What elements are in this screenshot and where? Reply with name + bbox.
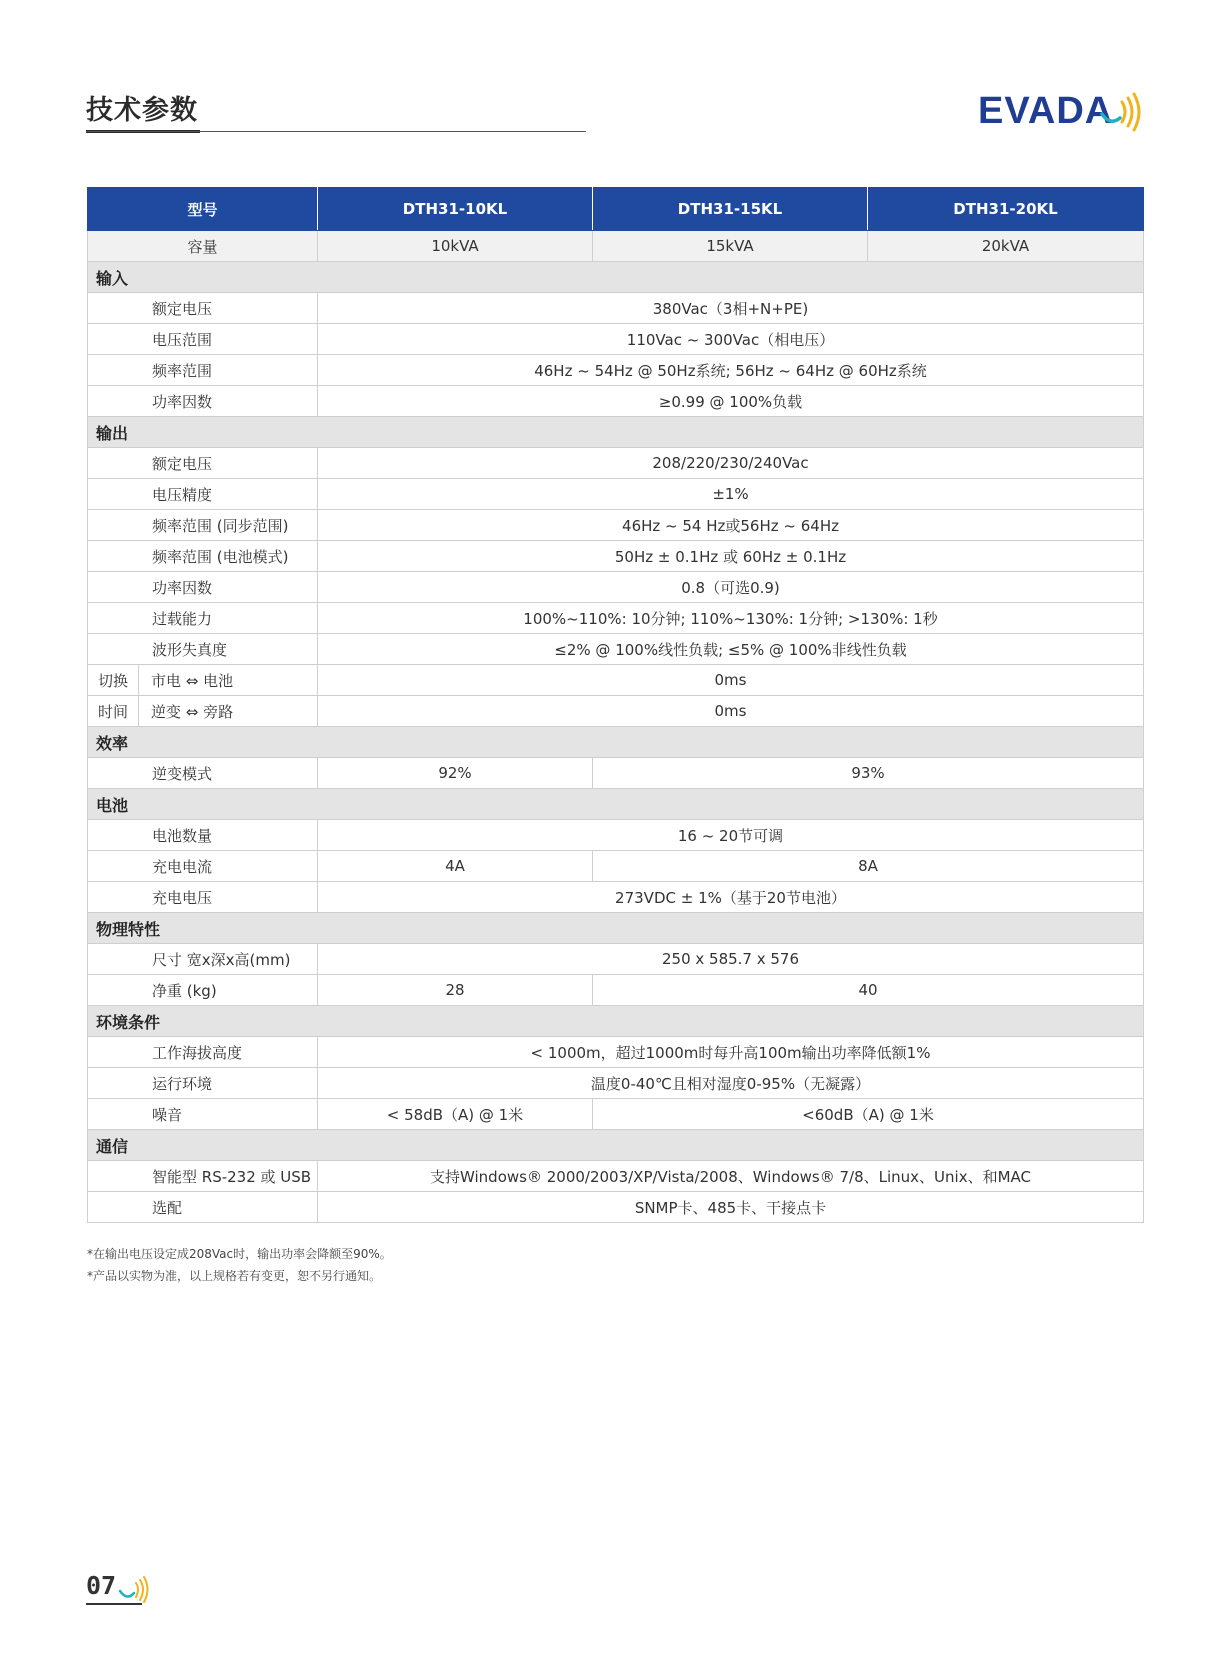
cell-value: <60dB（A) @ 1米 bbox=[593, 1099, 1144, 1130]
table-row bbox=[88, 851, 1144, 882]
table-row bbox=[88, 324, 1144, 355]
cell-value: 10kVA bbox=[318, 231, 593, 262]
section-header-row bbox=[88, 417, 1144, 448]
table-row bbox=[88, 665, 1144, 696]
header-model: DTH31-20KL bbox=[868, 188, 1144, 231]
page-number-text: 07 bbox=[86, 1571, 117, 1600]
row-label: 电压精度 bbox=[88, 479, 318, 510]
cell-value: 208/220/230/240Vac bbox=[318, 448, 1144, 479]
cell-value: 40 bbox=[593, 975, 1144, 1006]
row-label: 频率范围 (电池模式) bbox=[88, 541, 318, 572]
cell-value: < 1000m，超过1000m时每升高100m输出功率降低额1% bbox=[318, 1037, 1144, 1068]
section-title: 通信 bbox=[88, 1130, 1144, 1161]
row-label: 功率因数 bbox=[88, 572, 318, 603]
cell-value: 16 ~ 20节可调 bbox=[318, 820, 1144, 851]
transfer-group-label bbox=[88, 696, 139, 726]
cell-value: 20kVA bbox=[868, 231, 1144, 262]
row-label: 逆变 ⇔ 旁路 bbox=[151, 702, 234, 721]
brand-logo bbox=[978, 90, 1146, 134]
section-header-row bbox=[88, 1130, 1144, 1161]
cell-value: ≤2% @ 100%线性负载; ≤5% @ 100%非线性负载 bbox=[318, 634, 1144, 665]
section-title: 电池 bbox=[88, 789, 1144, 820]
row-label: 功率因数 bbox=[88, 386, 318, 417]
table-row bbox=[88, 448, 1144, 479]
section-header-row bbox=[88, 789, 1144, 820]
transfer-time-group bbox=[88, 665, 318, 696]
spec-table bbox=[87, 187, 1144, 1223]
transfer-time-group bbox=[88, 696, 318, 727]
header-model: DTH31-10KL bbox=[318, 188, 593, 231]
row-label: 频率范围 bbox=[88, 355, 318, 386]
section-header-row bbox=[88, 913, 1144, 944]
row-label: 选配 bbox=[88, 1192, 318, 1223]
header-model: DTH31-15KL bbox=[593, 188, 868, 231]
table-row bbox=[88, 696, 1144, 727]
table-row bbox=[88, 758, 1144, 789]
signal-waves-icon bbox=[1096, 90, 1146, 134]
cell-value: 0.8（可选0.9) bbox=[318, 572, 1144, 603]
section-title: 输入 bbox=[88, 262, 1144, 293]
row-label: 容量 bbox=[88, 231, 318, 262]
row-label: 市电 ⇔ 电池 bbox=[151, 671, 234, 690]
table-row bbox=[88, 1192, 1144, 1223]
table-row bbox=[88, 386, 1144, 417]
row-label: 频率范围 (同步范围) bbox=[88, 510, 318, 541]
signal-waves-icon bbox=[118, 1575, 152, 1603]
cell-value: 46Hz ~ 54 Hz或56Hz ~ 64Hz bbox=[318, 510, 1144, 541]
section-title: 输出 bbox=[88, 417, 1144, 448]
transfer-group-label bbox=[88, 665, 139, 695]
row-label: 噪音 bbox=[88, 1099, 318, 1130]
table-row bbox=[88, 479, 1144, 510]
cell-value: 50Hz ± 0.1Hz 或 60Hz ± 0.1Hz bbox=[318, 541, 1144, 572]
section-title: 效率 bbox=[88, 727, 1144, 758]
section-header-row bbox=[88, 727, 1144, 758]
page-number bbox=[86, 1571, 156, 1607]
cell-value: ≥0.99 @ 100%负载 bbox=[318, 386, 1144, 417]
table-header-row bbox=[88, 188, 1144, 231]
cell-value: 15kVA bbox=[593, 231, 868, 262]
page-title: 技术参数 bbox=[86, 95, 198, 126]
cell-value: 0ms bbox=[318, 696, 1144, 727]
table-row bbox=[88, 820, 1144, 851]
cell-value: 温度0-40℃且相对湿度0-95%（无凝露） bbox=[318, 1068, 1144, 1099]
row-label: 尺寸 宽x深x高(mm) bbox=[88, 944, 318, 975]
table-row bbox=[88, 1161, 1144, 1192]
cell-value: 0ms bbox=[318, 665, 1144, 696]
row-label: 智能型 RS-232 或 USB bbox=[88, 1161, 318, 1192]
row-label: 波形失真度 bbox=[88, 634, 318, 665]
table-row bbox=[88, 603, 1144, 634]
table-row bbox=[88, 1099, 1144, 1130]
cell-value: SNMP卡、485卡、干接点卡 bbox=[318, 1192, 1144, 1223]
cell-value: 100%~110%: 10分钟; 110%~130%: 1分钟; >130%: 1秒 bbox=[318, 603, 1144, 634]
row-label: 电池数量 bbox=[88, 820, 318, 851]
transfer-group-label-line: 切换 bbox=[97, 671, 128, 690]
cell-value: 28 bbox=[318, 975, 593, 1006]
cell-value: < 58dB（A) @ 1米 bbox=[318, 1099, 593, 1130]
header-model-label: 型号 bbox=[88, 188, 318, 231]
cell-value: 93% bbox=[593, 758, 1144, 789]
table-row bbox=[88, 541, 1144, 572]
table-row bbox=[88, 293, 1144, 324]
cell-value: 250 x 585.7 x 576 bbox=[318, 944, 1144, 975]
table-row bbox=[88, 572, 1144, 603]
table-row bbox=[88, 1037, 1144, 1068]
row-label: 额定电压 bbox=[88, 448, 318, 479]
cell-value: 8A bbox=[593, 851, 1144, 882]
table-row bbox=[88, 355, 1144, 386]
table-row bbox=[88, 975, 1144, 1006]
cell-value: 支持Windows® 2000/2003/XP/Vista/2008、Windows® 7/8、Linux、Unix、和MAC bbox=[318, 1161, 1144, 1192]
footnote: *在输出电压设定成208Vac时，输出功率会降额至90%。 bbox=[87, 1247, 392, 1261]
cell-value: ±1% bbox=[318, 479, 1144, 510]
table-row bbox=[88, 634, 1144, 665]
table-row bbox=[88, 944, 1144, 975]
cell-value: 110Vac ~ 300Vac（相电压） bbox=[318, 324, 1144, 355]
section-title: 环境条件 bbox=[88, 1006, 1144, 1037]
row-label: 充电电流 bbox=[88, 851, 318, 882]
section-title: 物理特性 bbox=[88, 913, 1144, 944]
table-row bbox=[88, 1068, 1144, 1099]
section-header-row bbox=[88, 262, 1144, 293]
row-label: 充电电压 bbox=[88, 882, 318, 913]
section-header-row bbox=[88, 1006, 1144, 1037]
footnotes bbox=[87, 1243, 392, 1287]
transfer-group-label-line: 时间 bbox=[97, 702, 128, 721]
table-row bbox=[88, 882, 1144, 913]
brand-logo-text: EVADA bbox=[978, 90, 1114, 132]
cell-value: 380Vac（3相+N+PE) bbox=[318, 293, 1144, 324]
row-label: 工作海拔高度 bbox=[88, 1037, 318, 1068]
cell-value: 273VDC ± 1%（基于20节电池） bbox=[318, 882, 1144, 913]
footnote: *产品以实物为准，以上规格若有变更，恕不另行通知。 bbox=[87, 1269, 382, 1283]
cell-value: 4A bbox=[318, 851, 593, 882]
row-label: 逆变模式 bbox=[88, 758, 318, 789]
row-label: 净重 (kg) bbox=[88, 975, 318, 1006]
row-label: 额定电压 bbox=[88, 293, 318, 324]
cell-value: 46Hz ~ 54Hz @ 50Hz系统; 56Hz ~ 64Hz @ 60Hz系统 bbox=[318, 355, 1144, 386]
table-row bbox=[88, 231, 1144, 262]
page-number-underline bbox=[86, 1603, 142, 1605]
row-label: 电压范围 bbox=[88, 324, 318, 355]
table-row bbox=[88, 510, 1144, 541]
title-underline bbox=[86, 131, 586, 132]
cell-value: 92% bbox=[318, 758, 593, 789]
row-label: 过载能力 bbox=[88, 603, 318, 634]
row-label: 运行环境 bbox=[88, 1068, 318, 1099]
